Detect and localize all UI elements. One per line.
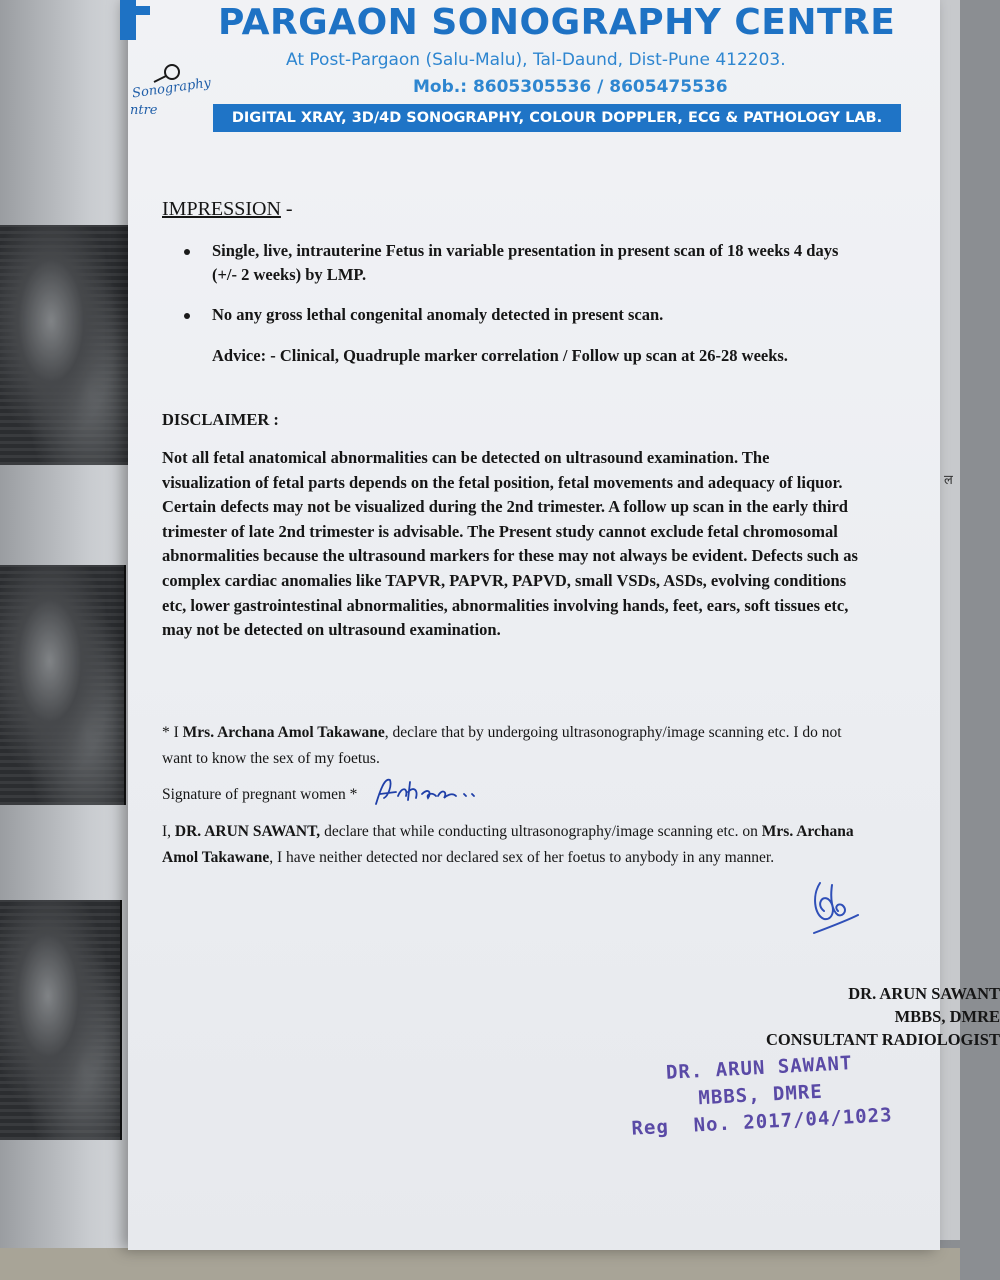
decl-prefix: * I [162,724,183,741]
table-surface [0,1248,960,1280]
signature-label: Signature of pregnant women * [162,786,358,803]
bullet-dot [184,313,190,319]
patient-signature-line [162,786,357,804]
patient-declaration [162,720,872,772]
decl2-text2: , I have neither detected nor declared sex of her foetus to anybody in any manner. [269,849,775,866]
stamp-line: Reg No. 2017/04/1023 [630,1104,894,1140]
doctor-name: DR. ARUN SAWANT [848,984,1000,1003]
decl2-text1: declare that while conducting ultrasonography/image scanning etc. on [320,823,762,840]
ultrasound-image [0,565,126,805]
logo-script: Sonography ntre [130,75,212,118]
decl-text: , declare that by undergoing ultrasonography/image scanning etc. I do not want to know the sex of my foetus. [162,724,842,767]
clinic-address: At Post-Pargaon (Salu-Malu), Tal-Daund, Dist-Pune 412203. [286,50,786,70]
doctor-designation: CONSULTANT RADIOLOGIST [766,1030,1000,1049]
doctor-name-inline: DR. ARUN SAWANT, [174,823,321,840]
margin-mark: ल [944,473,953,488]
bullet-dot [184,249,190,255]
report-page [128,0,1000,1250]
disclaimer-title: DISCLAIMER : [162,410,279,429]
doctor-signature [802,875,872,945]
patient-name: Mrs. Archana Amol Takawane [182,724,385,741]
bullet-text: Single, live, intrauterine Fetus in variable presentation in present scan of 18 weeks 4 days (+/- 2 weeks) by LMP. [212,241,839,284]
advice-text: Advice: - Clinical, Quadruple marker correlation / Follow up scan at 26-28 weeks. [212,346,788,365]
advice [162,341,842,371]
impression-dash: - [280,198,293,220]
doctor-declaration [162,819,862,871]
patient-signature [372,774,492,810]
stamp-line: DR. ARUN SAWANT [665,1052,853,1084]
clinic-logo-icon [120,0,150,48]
patient-name-inline: Mrs. Archana Amol Takawane [162,823,854,866]
doctor-stamp [628,1048,893,1143]
clinic-mobile: Mob.: 8605305536 / 8605475536 [413,77,728,97]
ultrasound-image [0,225,130,465]
doctor-qualification: MBBS, DMRE [894,1007,1000,1026]
decl2-prefix: I, [162,823,175,840]
ultrasound-image [0,900,122,1140]
stamp-line: MBBS, DMRE [697,1080,824,1110]
services-band: DIGITAL XRAY, 3D/4D SONOGRAPHY, COLOUR DOPPLER, ECG & PATHOLOGY LAB. [213,104,901,132]
disclaimer-text: Not all fetal anatomical abnormalities can be detected on ultrasound examination. The visualization of fetal parts depends on the fetal position, fetal movements and adequacy of liquor. Certain defects may not be visualized during the 2nd trimester. A follow up scan in the early third trimester of late 2nd trimester is advisable. The Present study cannot exclude fetal chromosomal abnormalities because the ultrasound markers for these may not always be evident. Defects such as complex cardiac anomalies like TAPVR, PAPVR, PAPVD, small VSDs, ASDs, evolving conditions etc, lower gastrointestinal abnormalities, abnormalities involving hands, feet, ears, soft tissues etc, may not be detected on ultrasound examination. [162,448,858,640]
clinic-name: PARGAON SONOGRAPHY CENTRE [218,2,896,43]
bullet-text: No any gross lethal congenital anomaly detected in present scan. [212,305,664,324]
doctor-block [766,982,1000,1051]
impression-heading [162,198,293,221]
impression-title: IMPRESSION [162,198,281,220]
